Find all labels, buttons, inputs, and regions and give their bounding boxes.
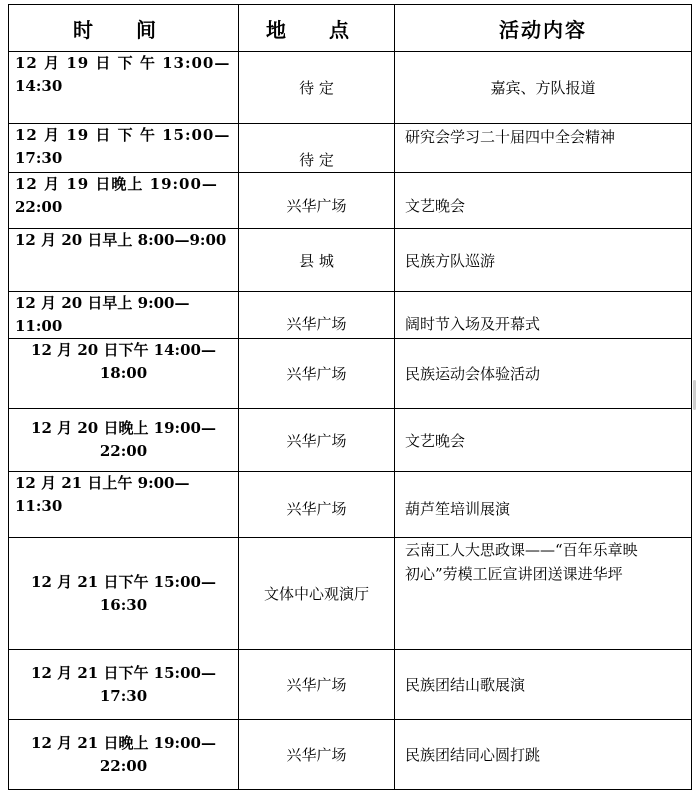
time-end: 22:00 — [99, 442, 148, 460]
header-activity: 活动内容 — [395, 5, 692, 52]
place-cell: 兴华广场 — [239, 409, 395, 472]
activity-cell: 嘉宾、方队报道 — [395, 52, 692, 124]
activity-cell: 民族团结同心圆打跳 — [395, 720, 692, 790]
time-end: 18:00 — [99, 364, 148, 382]
place-cell: 兴华广场 — [239, 339, 395, 409]
table-row — [9, 229, 692, 292]
place-cell: 兴华广场 — [239, 173, 395, 229]
place-cell: 兴华广场 — [239, 650, 395, 720]
time-start: 12 月 19 日 下 午 13:00— — [15, 54, 231, 72]
table-row — [9, 52, 692, 124]
table-row — [9, 339, 692, 409]
time-start: 12 月 19 日 下 午 15:00— — [15, 126, 231, 144]
header-place: 地 点 — [239, 5, 395, 52]
place-cell: 兴华广场 — [239, 472, 395, 538]
time-start: 12 月 20 日下午 14:00— — [31, 341, 216, 359]
activity-line-1: 云南工人大思政课——“百年乐章映 — [405, 541, 638, 559]
activity-cell: 研究会学习二十届四中全会精神 — [395, 124, 692, 173]
place-cell: 待 定 — [239, 52, 395, 124]
time-cell — [9, 650, 239, 720]
place-cell: 文体中心观演厅 — [239, 538, 395, 650]
schedule-table — [8, 4, 692, 790]
table-row — [9, 472, 692, 538]
time-end: 14:30 — [15, 77, 63, 95]
time-end: 16:30 — [99, 595, 148, 614]
time-start: 12 月 21 日晚上 19:00— — [31, 733, 216, 752]
place-cell: 待 定 — [239, 124, 395, 173]
time-cell — [9, 124, 239, 173]
time-start: 12 月 20 日早上 9:00—11:00 — [15, 294, 190, 335]
time-start: 12 月 21 日上午 9:00—11:30 — [15, 474, 190, 515]
place-cell: 县 城 — [239, 229, 395, 292]
activity-cell: 葫芦笙培训展演 — [395, 472, 692, 538]
activity-cell: 文艺晚会 — [395, 173, 692, 229]
activity-cell — [395, 538, 692, 650]
time-cell — [9, 538, 239, 650]
time-start: 12 月 21 日下午 15:00— — [31, 663, 216, 682]
time-end: 17:30 — [15, 149, 63, 167]
time-start: 12 月 20 日晚上 19:00— — [31, 419, 216, 437]
time-start: 12 月 21 日下午 15:00— — [31, 572, 216, 591]
time-cell — [9, 339, 239, 409]
time-cell — [9, 409, 239, 472]
table-header-row — [9, 5, 692, 52]
time-cell — [9, 229, 239, 292]
time-cell — [9, 292, 239, 339]
table-row — [9, 650, 692, 720]
activity-cell: 民族团结山歌展演 — [395, 650, 692, 720]
time-start: 12 月 20 日早上 8:00—9:00 — [15, 231, 227, 249]
activity-cell: 民族运动会体验活动 — [395, 339, 692, 409]
activity-cell: 民族方队巡游 — [395, 229, 692, 292]
table-row — [9, 720, 692, 790]
time-cell — [9, 52, 239, 124]
time-end: 17:30 — [99, 686, 148, 705]
header-time: 时 间 — [9, 5, 239, 52]
table-row — [9, 409, 692, 472]
activity-cell: 阔时节入场及开幕式 — [395, 292, 692, 339]
time-cell — [9, 472, 239, 538]
time-start: 12 月 19 日晚上 19:00— — [15, 175, 218, 193]
table-row — [9, 292, 692, 339]
time-cell — [9, 720, 239, 790]
activity-line-2: 初心”劳模工匠宣讲团送课进华坪 — [405, 565, 623, 583]
time-end: 22:00 — [99, 756, 148, 775]
time-end: 22:00 — [15, 198, 63, 216]
table-row — [9, 173, 692, 229]
table-row — [9, 538, 692, 650]
place-cell: 兴华广场 — [239, 292, 395, 339]
table-row — [9, 124, 692, 173]
place-cell: 兴华广场 — [239, 720, 395, 790]
activity-cell: 文艺晚会 — [395, 409, 692, 472]
time-cell — [9, 173, 239, 229]
